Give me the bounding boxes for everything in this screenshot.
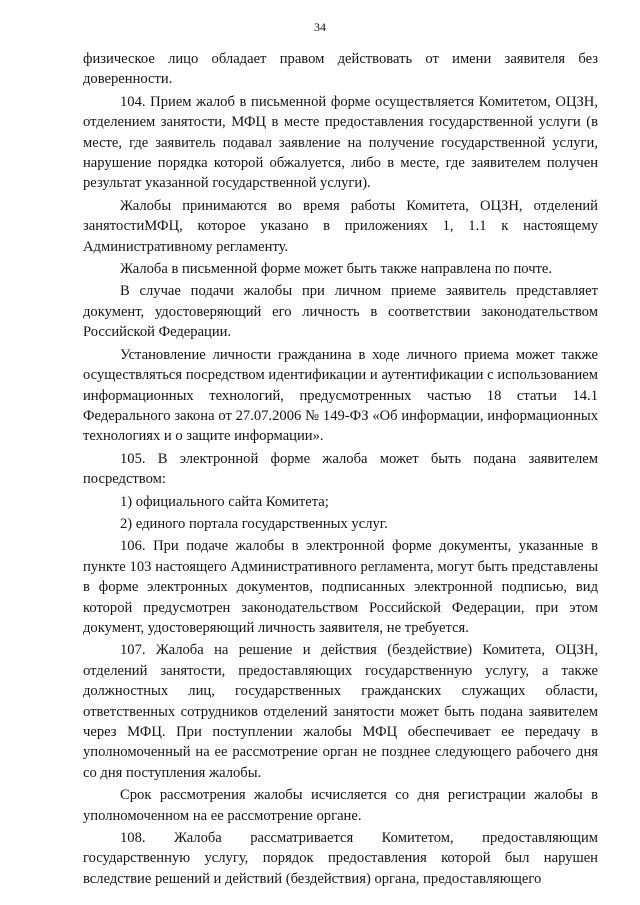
document-body xyxy=(83,49,598,891)
paragraph-identification: Установление личности гражданина в ходе личного приема может также осуществляться посредством идентификации и аутентификации с использованием информационных технологий, предусмотренных частью 18 статьи 14.1 Федерального закона от 27.07.2006 № 149-ФЗ «Об информации, информационных технологиях и о защите информации». xyxy=(83,346,598,445)
paragraph-review-period: Срок рассмотрения жалобы исчисляется со дня регистрации жалобы в уполномоченном на ее рассмотрение органе. xyxy=(83,787,598,824)
paragraph-identity-document: В случае подачи жалобы при личном приеме заявитель представляет документ, удостоверяющий его личность в соответствии законодательством Российской Федерации. xyxy=(83,283,598,341)
paragraph-105: 105. В электронной форме жалоба может быть подана заявителем посредством: xyxy=(83,450,598,488)
paragraph-107: 107. Жалоба на решение и действия (бездействие) Комитета, ОЦЗН, отделений занятости, предоставляющих государственную услугу, а также должностных лиц, государственных гражданских служащих области, ответственных сотрудников отделений занятости может быть подана заявителем через МФЦ. При поступлении жалобы МФЦ обеспечивает ее передачу в уполномоченный на ее рассмотрение орган не позднее следующего рабочего дня со дня поступления жалобы. xyxy=(83,642,598,781)
paragraph-106: 106. При подаче жалобы в электронной форме документы, указанные в пункте 103 настоящего Административного регламента, могут быть представлены в форме электронных документов, подписанных электронной подписью, вид которой предусмотрен законодательством Российской Федерации, при этом документ, удостоверяющий личность заявителя, не требуется. xyxy=(83,538,598,636)
list-item-unified-portal: 2) единого портала государственных услуг. xyxy=(120,515,388,532)
paragraph-108: 108. Жалоба рассматривается Комитетом, предоставляющим государственную услугу, порядок предоставления которой был нарушен вследствие решений и действий (бездействия) органа, предоставляющего xyxy=(83,830,598,887)
paragraph-mail: Жалоба в письменной форме может быть также направлена по почте. xyxy=(120,261,553,278)
paragraph-reception-hours: Жалобы принимаются во время работы Комитета, ОЦЗН, отделений занятостиМФЦ, которое указано в приложениях 1, 1.1 к настоящему Административному регламенту. xyxy=(83,197,598,255)
paragraph-continuation: физическое лицо обладает правом действовать от имени заявителя без доверенности. xyxy=(83,51,598,88)
page-number: 34 xyxy=(314,20,326,34)
paragraph-104: 104. Прием жалоб в письменной форме осуществляется Комитетом, ОЦЗН, отделением занятости, МФЦ в месте предоставления государственной услуги (в месте, где заявитель подавал заявление на получение государственной услуги, нарушение порядка которой обжалуется, либо в месте, где заявителем получен результат указанной государственной услуги). xyxy=(83,93,598,192)
list-item-official-site: 1) официального сайта Комитета; xyxy=(120,493,329,510)
